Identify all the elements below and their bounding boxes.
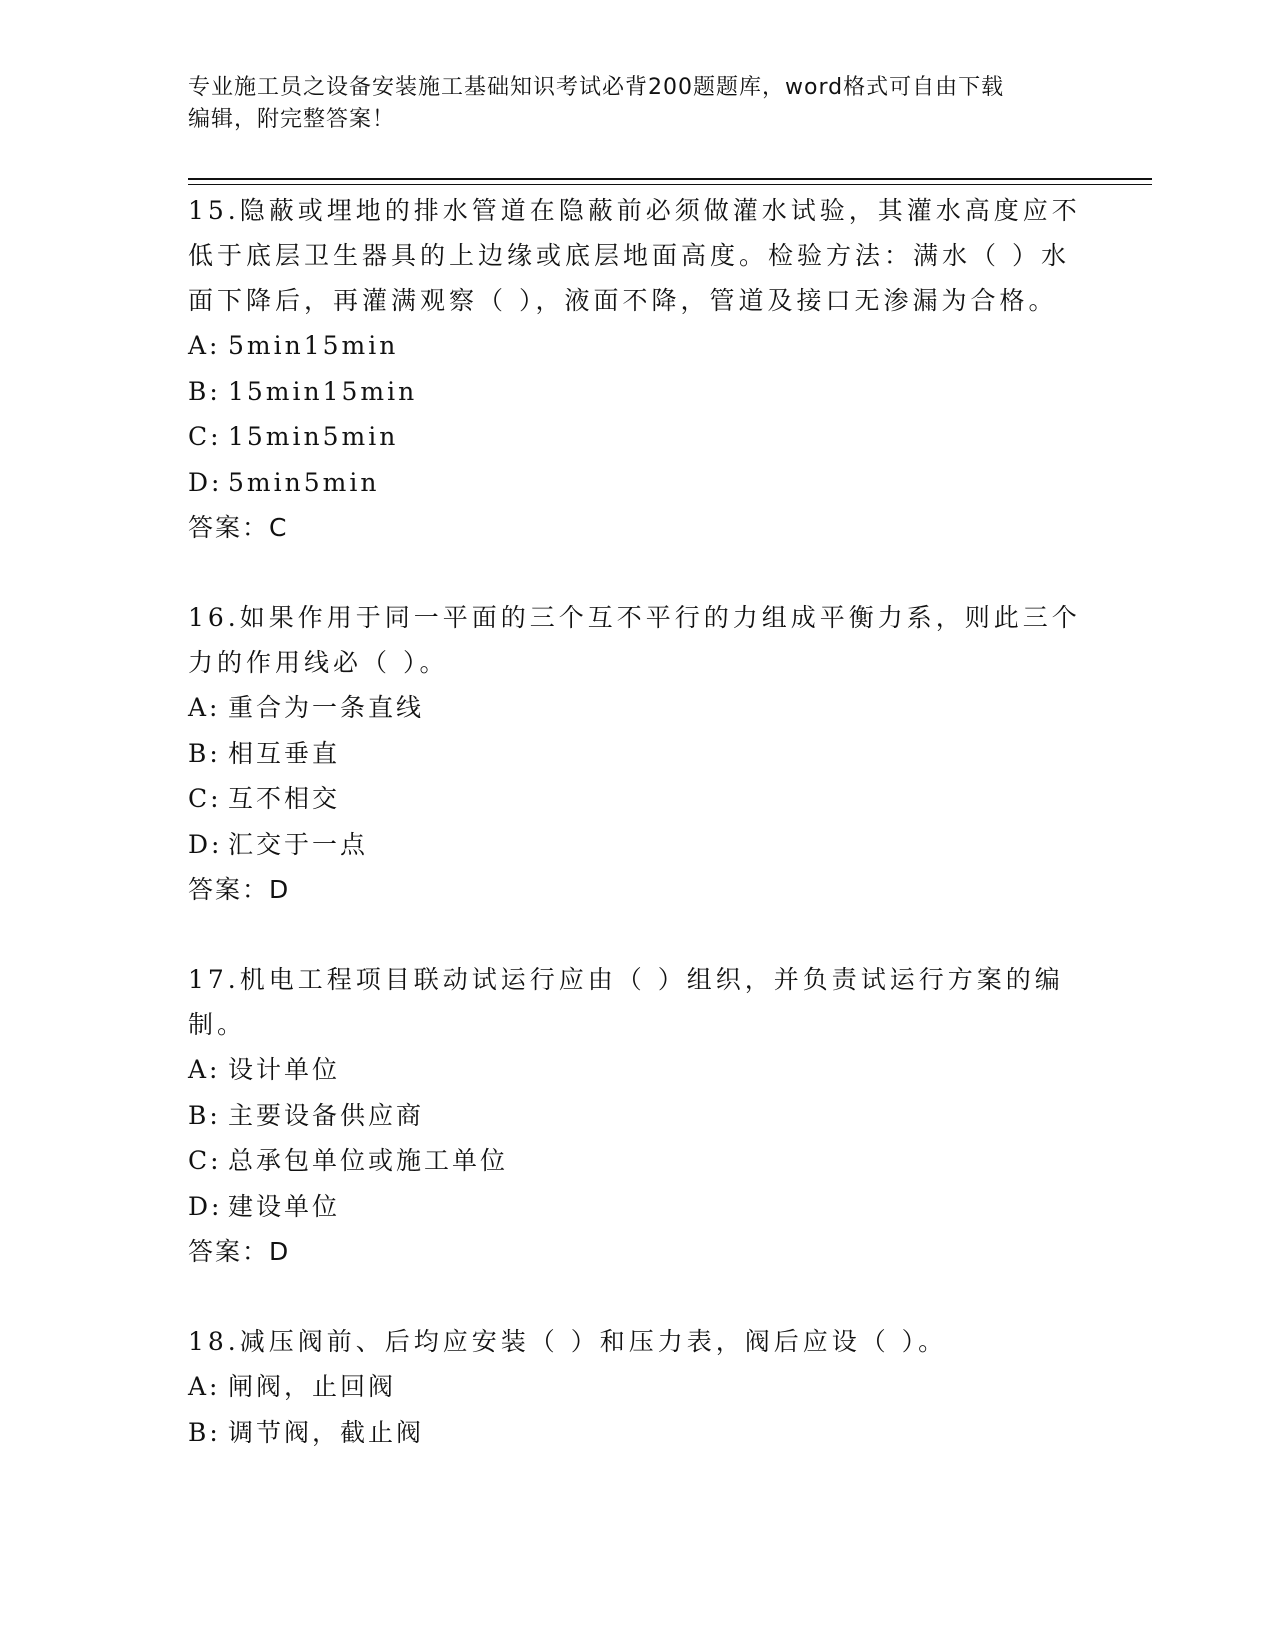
option-c (188, 776, 1088, 822)
option-c (188, 1138, 1088, 1184)
header-line-2: 编辑，附完整答案！ (188, 107, 396, 132)
option-text: 主要设备供应商 (228, 1100, 425, 1130)
option-a (188, 323, 1088, 369)
option-letter: D: (188, 467, 223, 497)
option-text: 设计单位 (228, 1055, 341, 1084)
question-17 (188, 957, 1088, 1297)
option-letter: D: (188, 1191, 223, 1221)
question-text-line: 16.如果作用于同一平面的三个互不平行的力组成平衡力系，则此三个 (188, 603, 1081, 632)
option-text: 建设单位 (228, 1191, 341, 1221)
question-text-line: 18.减压阀前、后均应安装（ ）和压力表，阀后应设（ ）。 (188, 1327, 948, 1356)
answer-line: 答案：D (188, 1237, 291, 1266)
option-text: 互不相交 (228, 784, 341, 813)
question-text-line: 低于底层卫生器具的上边缘或底层地面高度。检验方法：满水（ ）水 (188, 241, 1070, 270)
option-letter: A: (188, 693, 221, 722)
question-text-line: 面下降后，再灌满观察（ ），液面不降，管道及接口无渗漏为合格。 (188, 286, 1058, 315)
question-spacer (188, 551, 1088, 573)
option-letter: C: (188, 784, 222, 813)
option-d (188, 460, 1088, 506)
question-text-line: 15.隐蔽或埋地的排水管道在隐蔽前必须做灌水试验，其灌水高度应不 (188, 196, 1081, 225)
option-letter: A: (188, 1055, 221, 1084)
question-spacer (188, 913, 1088, 935)
header-divider-thin (188, 184, 1152, 185)
option-letter: B: (188, 376, 221, 406)
option-b (188, 1410, 1088, 1456)
answer-line: 答案：C (188, 513, 289, 542)
option-c (188, 414, 1088, 460)
option-text: 15min5min (228, 422, 399, 451)
question-text-line: 制。 (188, 1010, 247, 1039)
question-15 (188, 188, 1088, 573)
option-d (188, 1184, 1088, 1230)
option-a (188, 1047, 1088, 1093)
option-b (188, 731, 1088, 777)
header-line-1: 专业施工员之设备安装施工基础知识考试必背200题题库，word格式可自由下载 (188, 75, 1005, 100)
question-text-line: 17.机电工程项目联动试运行应由（ ）组织，并负责试运行方案的编 (188, 965, 1064, 994)
option-text: 相互垂直 (228, 738, 341, 768)
option-letter: C: (188, 1146, 222, 1175)
option-b (188, 369, 1088, 415)
option-text: 调节阀，截止阀 (228, 1417, 425, 1447)
option-letter: C: (188, 422, 222, 451)
option-text: 15min15min (228, 376, 418, 406)
option-a (188, 685, 1088, 731)
option-text: 5min5min (228, 467, 380, 497)
header-divider-thick (188, 178, 1152, 180)
option-text: 汇交于一点 (228, 829, 369, 859)
question-18 (188, 1319, 1088, 1455)
option-text: 重合为一条直线 (228, 693, 425, 722)
option-letter: B: (188, 1100, 221, 1130)
question-spacer (188, 1275, 1088, 1297)
option-text: 闸阀，止回阀 (228, 1372, 397, 1401)
document-header (188, 72, 1068, 136)
option-a (188, 1364, 1088, 1410)
question-16 (188, 595, 1088, 935)
option-b (188, 1093, 1088, 1139)
option-d (188, 822, 1088, 868)
question-list (188, 188, 1088, 1477)
option-letter: B: (188, 1417, 221, 1447)
option-text: 5min15min (228, 331, 399, 360)
option-letter: A: (188, 1372, 221, 1401)
option-letter: B: (188, 738, 221, 768)
answer-line: 答案：D (188, 875, 291, 904)
question-text-line: 力的作用线必（ ）。 (188, 648, 449, 677)
option-letter: D: (188, 829, 223, 859)
option-letter: A: (188, 331, 221, 360)
option-text: 总承包单位或施工单位 (228, 1146, 509, 1175)
